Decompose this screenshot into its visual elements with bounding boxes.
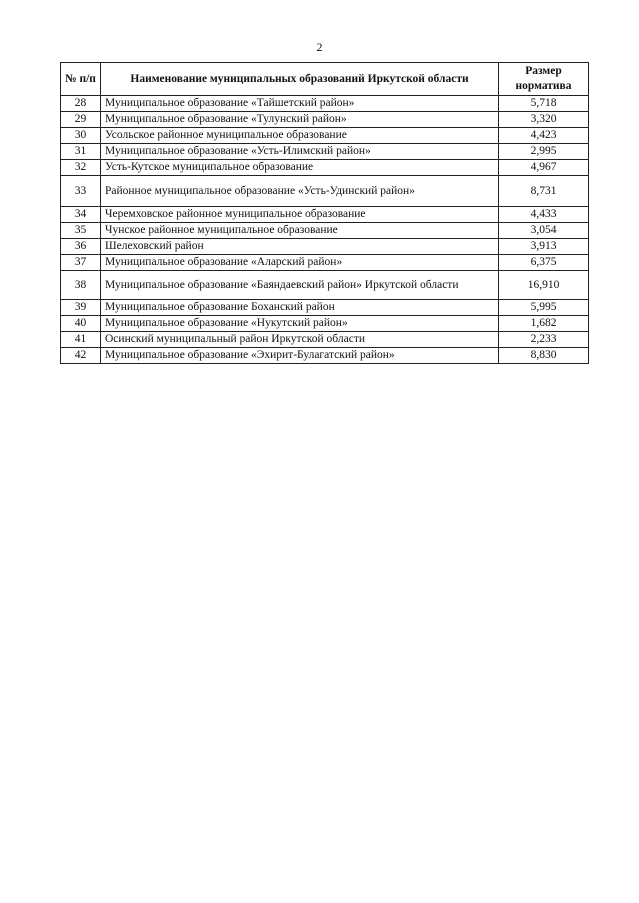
row-num: 32 bbox=[61, 160, 101, 176]
row-value: 3,054 bbox=[499, 223, 589, 239]
table-body bbox=[61, 96, 589, 364]
table-row bbox=[61, 176, 589, 207]
header-value: Размер норматива bbox=[499, 63, 589, 96]
row-num: 42 bbox=[61, 348, 101, 364]
row-name: Шелеховский район bbox=[101, 239, 499, 255]
row-value: 4,423 bbox=[499, 128, 589, 144]
row-num: 28 bbox=[61, 96, 101, 112]
table-row bbox=[61, 300, 589, 316]
table-row bbox=[61, 160, 589, 176]
row-value: 1,682 bbox=[499, 316, 589, 332]
row-num: 36 bbox=[61, 239, 101, 255]
table-row bbox=[61, 128, 589, 144]
row-value: 2,233 bbox=[499, 332, 589, 348]
row-name: Районное муниципальное образование «Усть-Удинский район» bbox=[101, 176, 499, 207]
table-row bbox=[61, 332, 589, 348]
row-name: Усть-Кутское муниципальное образование bbox=[101, 160, 499, 176]
row-value: 3,913 bbox=[499, 239, 589, 255]
page-number: 2 bbox=[316, 40, 323, 54]
row-value: 4,433 bbox=[499, 207, 589, 223]
row-name: Усольское районное муниципальное образование bbox=[101, 128, 499, 144]
row-num: 41 bbox=[61, 332, 101, 348]
row-value: 2,995 bbox=[499, 144, 589, 160]
row-name: Чунское районное муниципальное образование bbox=[101, 223, 499, 239]
row-name: Муниципальное образование «Аларский район» bbox=[101, 255, 499, 271]
row-value: 4,967 bbox=[499, 160, 589, 176]
row-num: 33 bbox=[61, 176, 101, 207]
row-num: 29 bbox=[61, 112, 101, 128]
header-num: № п/п bbox=[61, 63, 101, 96]
row-name: Осинский муниципальный район Иркутской области bbox=[101, 332, 499, 348]
row-num: 30 bbox=[61, 128, 101, 144]
row-name: Муниципальное образование «Тайшетский район» bbox=[101, 96, 499, 112]
table-row bbox=[61, 144, 589, 160]
row-name: Муниципальное образование Боханский район bbox=[101, 300, 499, 316]
row-num: 39 bbox=[61, 300, 101, 316]
table-row bbox=[61, 255, 589, 271]
table-row bbox=[61, 316, 589, 332]
row-num: 34 bbox=[61, 207, 101, 223]
row-num: 40 bbox=[61, 316, 101, 332]
row-name: Муниципальное образование «Нукутский район» bbox=[101, 316, 499, 332]
row-num: 31 bbox=[61, 144, 101, 160]
norms-table bbox=[60, 62, 589, 364]
header-name: Наименование муниципальных образований Иркутской области bbox=[101, 63, 499, 96]
table-row bbox=[61, 348, 589, 364]
table-row bbox=[61, 223, 589, 239]
row-num: 37 bbox=[61, 255, 101, 271]
row-value: 8,731 bbox=[499, 176, 589, 207]
row-num: 38 bbox=[61, 271, 101, 300]
table-row bbox=[61, 207, 589, 223]
row-name: Черемховское районное муниципальное образование bbox=[101, 207, 499, 223]
row-value: 8,830 bbox=[499, 348, 589, 364]
row-name: Муниципальное образование «Эхирит-Булагатский район» bbox=[101, 348, 499, 364]
table-row bbox=[61, 239, 589, 255]
table-row bbox=[61, 96, 589, 112]
row-value: 6,375 bbox=[499, 255, 589, 271]
row-value: 16,910 bbox=[499, 271, 589, 300]
table-row bbox=[61, 271, 589, 300]
table-header bbox=[61, 63, 589, 96]
row-value: 5,995 bbox=[499, 300, 589, 316]
table-row bbox=[61, 112, 589, 128]
row-value: 5,718 bbox=[499, 96, 589, 112]
row-name: Муниципальное образование «Усть-Илимский район» bbox=[101, 144, 499, 160]
row-value: 3,320 bbox=[499, 112, 589, 128]
row-name: Муниципальное образование «Баяндаевский район» Иркутской области bbox=[101, 271, 499, 300]
header-row bbox=[61, 63, 589, 96]
row-num: 35 bbox=[61, 223, 101, 239]
row-name: Муниципальное образование «Тулунский район» bbox=[101, 112, 499, 128]
